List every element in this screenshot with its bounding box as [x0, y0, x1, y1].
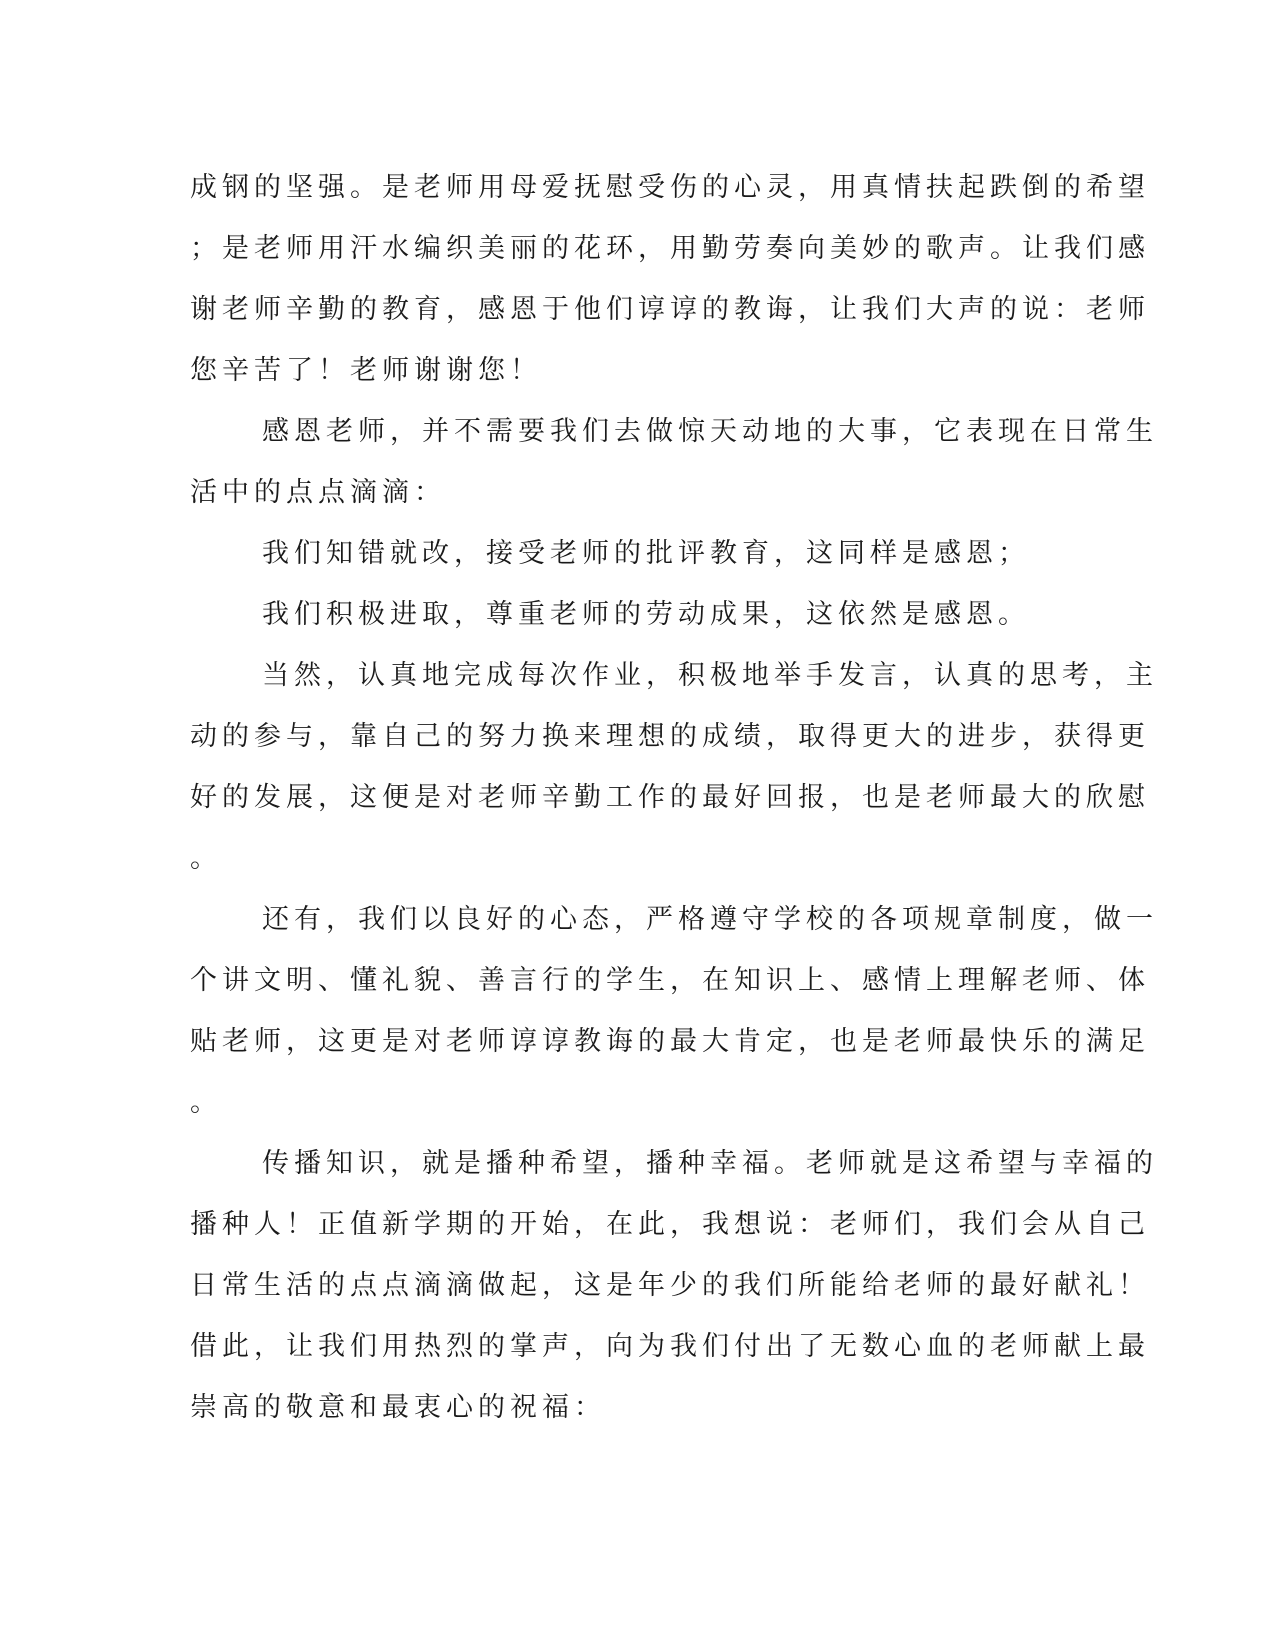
- text-line: 播种人！正值新学期的开始，在此，我想说：老师们，我们会从自己: [190, 1209, 1150, 1240]
- text-line: 借此，让我们用热烈的掌声，向为我们付出了无数心血的老师献上最: [190, 1331, 1150, 1362]
- text-line: 当然，认真地完成每次作业，积极地举手发言，认真的思考，主: [262, 660, 1158, 691]
- text-line: 您辛苦了！老师谢谢您！: [190, 355, 542, 386]
- text-line: 日常生活的点点滴滴做起，这是年少的我们所能给老师的最好献礼！: [190, 1270, 1150, 1301]
- text-line: 动的参与，靠自己的努力换来理想的成绩，取得更大的进步，获得更: [190, 721, 1150, 752]
- text-line: 贴老师，这更是对老师谆谆教诲的最大肯定，也是老师最快乐的满足: [190, 1026, 1150, 1057]
- text-line: 我们积极进取，尊重老师的劳动成果，这依然是感恩。: [262, 599, 1030, 630]
- text-line: 感恩老师，并不需要我们去做惊天动地的大事，它表现在日常生: [262, 416, 1158, 447]
- text-line: 。: [190, 1087, 222, 1118]
- text-line: 好的发展，这便是对老师辛勤工作的最好回报，也是老师最大的欣慰: [190, 782, 1150, 813]
- text-line: 活中的点点滴滴：: [190, 477, 446, 508]
- text-line: 成钢的坚强。是老师用母爱抚慰受伤的心灵，用真情扶起跌倒的希望: [190, 172, 1150, 203]
- text-line: ；是老师用汗水编织美丽的花环，用勤劳奏向美妙的歌声。让我们感: [190, 233, 1150, 264]
- text-line: 谢老师辛勤的教育，感恩于他们谆谆的教诲，让我们大声的说：老师: [190, 294, 1150, 325]
- text-line: 还有，我们以良好的心态，严格遵守学校的各项规章制度，做一: [262, 904, 1158, 935]
- text-line: 传播知识，就是播种希望，播种幸福。老师就是这希望与幸福的: [262, 1148, 1158, 1179]
- text-line: 个讲文明、懂礼貌、善言行的学生，在知识上、感情上理解老师、体: [190, 965, 1150, 996]
- text-line: 。: [190, 843, 222, 874]
- text-line: 我们知错就改，接受老师的批评教育，这同样是感恩；: [262, 538, 1030, 569]
- text-line: 崇高的敬意和最衷心的祝福：: [190, 1392, 606, 1423]
